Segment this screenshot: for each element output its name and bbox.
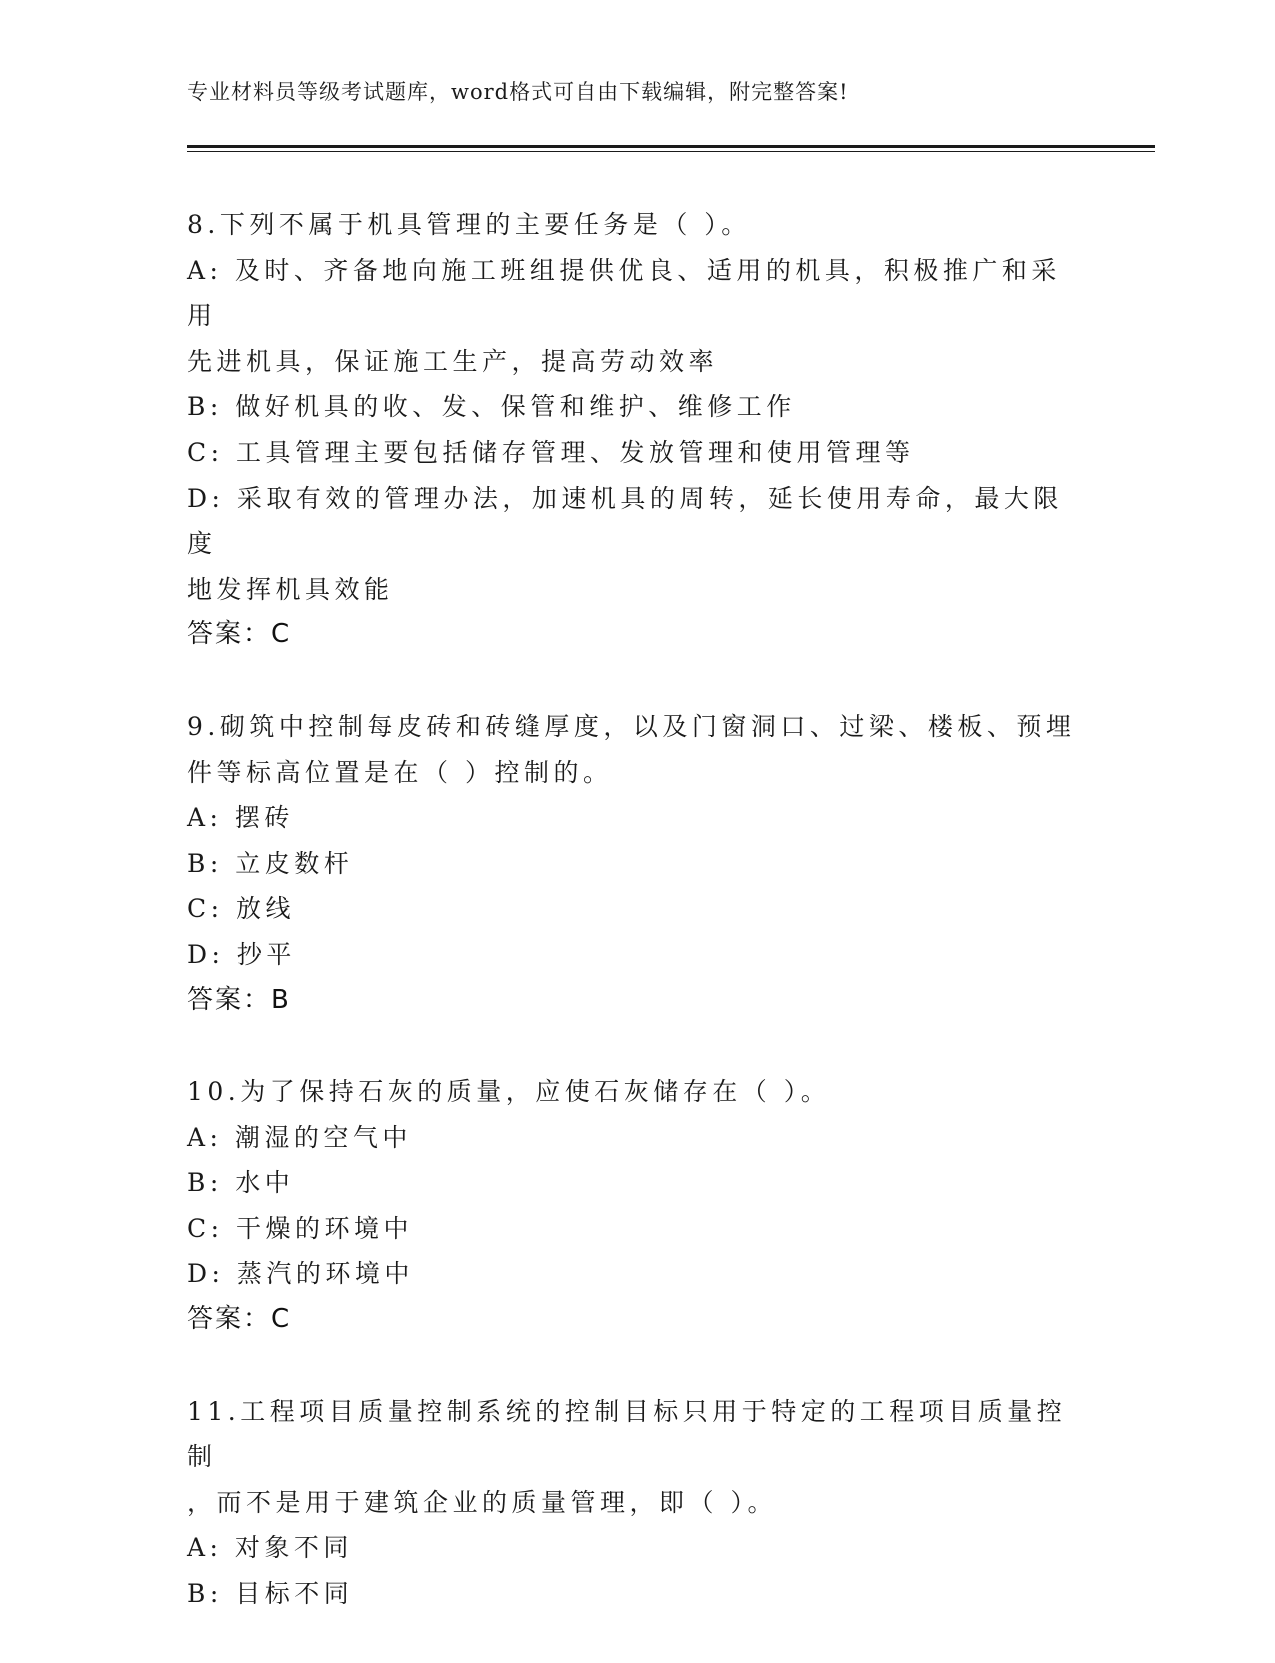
question-line: B: 水中 [187,1168,295,1198]
question-line: B: 立皮数杆 [187,848,354,878]
question-line: A: 摆砖 [187,803,294,833]
question-block [187,1389,1087,1617]
question-line: A: 及时、齐备地向施工班组提供优良、适用的机具，积极推广和采用 [187,255,1061,331]
question-line: 地发挥机具效能 [187,574,394,604]
questions-container [187,202,1087,1663]
question-line: A: 对象不同 [187,1533,353,1563]
question-line: 8.下列不属于机具管理的主要任务是（ ）。 [187,210,751,239]
question-line: 9.砌筑中控制每皮砖和砖缝厚度，以及门窗洞口、过梁、楼板、预埋 [187,711,1076,741]
question-line: C: 放线 [187,894,295,924]
question-line: D: 采取有效的管理办法，加速机具的周转，延长使用寿命，最大限度 [187,483,1063,559]
question-line: 10.为了保持石灰的质量，应使石灰储存在（ ）。 [187,1077,831,1107]
question-line: B: 目标不同 [187,1579,354,1609]
question-block [187,202,1087,658]
question-block [187,704,1087,1023]
question-line: B: 做好机具的收、发、保管和维护、维修工作 [187,392,796,422]
question-line: D: 抄平 [187,939,296,969]
question-line: C: 工具管理主要包括储存管理、发放管理和使用管理等 [187,437,915,467]
answer-line: 答案：C [187,1304,292,1335]
question-line: 先进机具，保证施工生产，提高劳动效率 [187,346,719,376]
question-line: ，而不是用于建筑企业的质量管理，即（ ）。 [187,1487,777,1517]
question-line: C: 干燥的环境中 [187,1213,413,1243]
question-block [187,1069,1087,1343]
question-line: D: 蒸汽的环境中 [187,1259,414,1289]
question-line: 件等标高位置是在（ ）控制的。 [187,757,613,787]
answer-line: 答案：C [187,619,292,650]
header-rule-thick [187,145,1155,148]
question-line: 11.工程项目质量控制系统的控制目标只用于特定的工程项目质量控制 [187,1396,1067,1472]
page-header: 专业材料员等级考试题库，word格式可自由下载编辑，附完整答案! [187,80,849,104]
answer-line: 答案：B [187,984,291,1015]
question-line: A: 潮湿的空气中 [187,1122,412,1152]
header-rule-thin [187,151,1155,152]
